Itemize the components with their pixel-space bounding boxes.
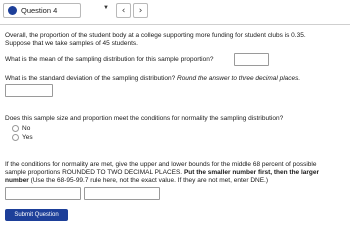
question-bounds-line3-b: (Use the 68-95-99.7 rule here, not the exact value. If they are not met, enter DNE.) (30, 177, 269, 184)
question-mean-text: What is the mean of the sampling distribution for this sample proportion? (5, 56, 214, 63)
chevron-right-icon: › (138, 5, 143, 16)
question-sd-instruction: Round the answer to three decimal places. (177, 75, 301, 82)
option-no-label: No (22, 125, 31, 132)
submit-question-button[interactable]: Submit Question (5, 209, 68, 221)
problem-intro-line2: Suppose that we take samples of 45 students. (5, 40, 138, 47)
question-bounds-line2-b: Put the smaller number first, then the larger (183, 169, 320, 176)
header-divider (0, 24, 350, 25)
option-no[interactable] (12, 125, 30, 132)
option-yes[interactable] (12, 134, 33, 141)
question-sd-text (5, 75, 300, 83)
question-bounds-line3-a: number (5, 177, 29, 184)
previous-question-button[interactable] (116, 3, 131, 18)
chevron-left-icon: ‹ (121, 5, 126, 16)
question-bounds-line2-a: sample proportions ROUNDED TO TWO DECIMAL PLACES. (5, 169, 183, 176)
radio-no[interactable] (12, 125, 19, 132)
question-normality-text: Does this sample size and proportion meet the conditions for normality the sampling distribution? (5, 115, 284, 122)
question-bounds-line3 (5, 177, 268, 185)
question-header (0, 0, 350, 22)
problem-intro-line1: Overall, the proportion of the student body at a college supporting more funding for student clubs is 0.35. (5, 32, 306, 39)
radio-yes[interactable] (12, 134, 19, 141)
question-bounds-line1: If the conditions for normality are met, give the upper and lower bounds for the middle 68 percent of possible (5, 161, 317, 168)
status-dot-icon (8, 6, 17, 15)
option-yes-label: Yes (22, 134, 33, 141)
mean-answer-input[interactable] (234, 53, 269, 66)
question-sd-main: What is the standard deviation of the sampling distribution? (5, 75, 176, 82)
question-label: Question 4 (21, 6, 58, 15)
lower-bound-input[interactable] (5, 187, 81, 200)
sd-answer-input[interactable] (5, 84, 53, 97)
next-question-button[interactable] (133, 3, 148, 18)
question-selector[interactable] (3, 3, 81, 18)
caret-down-icon[interactable]: ▼ (103, 5, 109, 11)
question-bounds-line2 (5, 169, 319, 177)
upper-bound-input[interactable] (84, 187, 160, 200)
